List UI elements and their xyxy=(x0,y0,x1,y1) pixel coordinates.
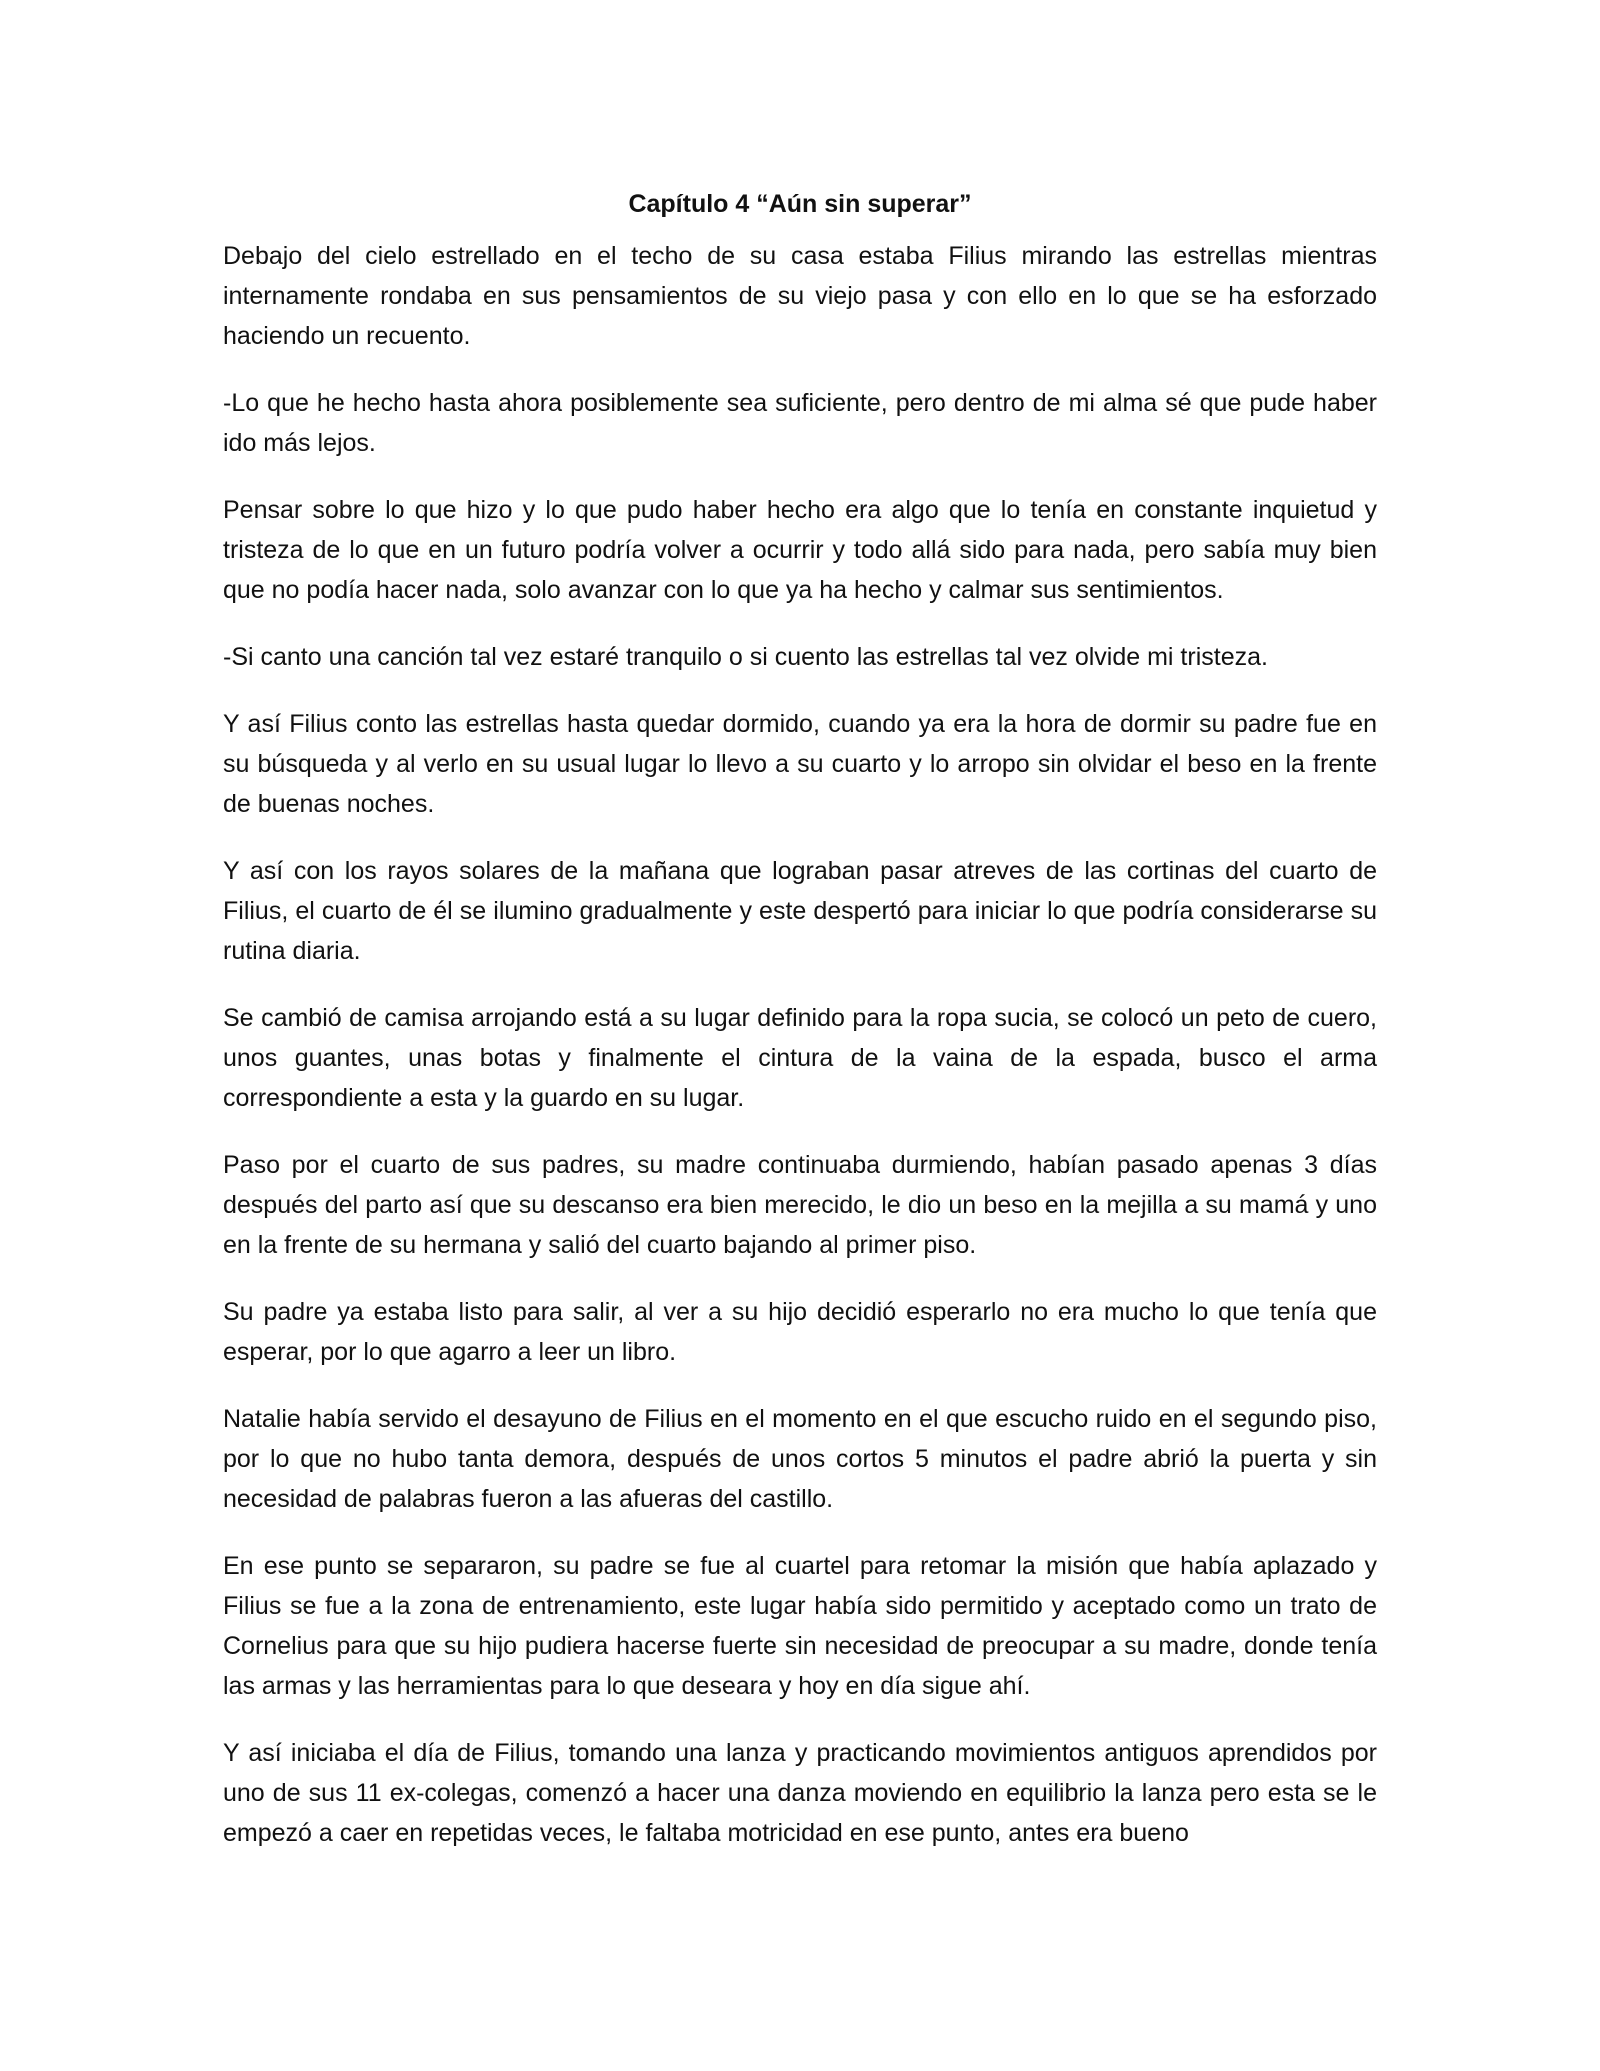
document-body xyxy=(223,186,1377,1880)
paragraph-7: Se cambió de camisa arrojando está a su lugar definido para la ropa sucia, se colocó un peto de cuero, unos guantes, unas botas y finalmente el cintura de la vaina de la espada, busco el arma correspondiente a esta y la guardo en su lugar. xyxy=(223,1004,1377,1112)
paragraph-2: -Lo que he hecho hasta ahora posiblemente sea suficiente, pero dentro de mi alma sé que pude haber ido más lejos. xyxy=(223,389,1377,457)
paragraph-5: Y así Filius conto las estrellas hasta quedar dormido, cuando ya era la hora de dormir su padre fue en su búsqueda y al verlo en su usual lugar lo llevo a su cuarto y lo arropo sin olvidar el beso en la frente de buenas noches. xyxy=(223,710,1377,818)
paragraph-6: Y así con los rayos solares de la mañana que lograban pasar atreves de las cortinas del cuarto de Filius, el cuarto de él se ilumino gradualmente y este despertó para iniciar lo que podría considerarse su rutina diaria. xyxy=(223,857,1377,965)
paragraph-9: Su padre ya estaba listo para salir, al ver a su hijo decidió esperarlo no era mucho lo que tenía que esperar, por lo que agarro a leer un libro. xyxy=(223,1298,1377,1366)
paragraph-8: Paso por el cuarto de sus padres, su madre continuaba durmiendo, habían pasado apenas 3 días después del parto así que su descanso era bien merecido, le dio un beso en la mejilla a su mamá y uno en la frente de su hermana y salió del cuarto bajando al primer piso. xyxy=(223,1151,1377,1259)
paragraph-12: Y así iniciaba el día de Filius, tomando una lanza y practicando movimientos antiguos aprendidos por uno de sus 11 ex-colegas, comenzó a hacer una danza moviendo en equilibrio la lanza pero esta se le empezó a caer en repetidas veces, le faltaba motricidad en ese punto, antes era bueno xyxy=(223,1739,1377,1847)
paragraph-3: Pensar sobre lo que hizo y lo que pudo haber hecho era algo que lo tenía en constante inquietud y tristeza de lo que en un futuro podría volver a ocurrir y todo allá sido para nada, pero sabía muy bien que no podía hacer nada, solo avanzar con lo que ya ha hecho y calmar sus sentimientos. xyxy=(223,496,1377,604)
paragraph-11: En ese punto se separaron, su padre se fue al cuartel para retomar la misión que había aplazado y Filius se fue a la zona de entrenamiento, este lugar había sido permitido y aceptado como un trato de Cornelius para que su hijo pudiera hacerse fuerte sin necesidad de preocupar a su madre, donde tenía las armas y las herramientas para lo que deseara y hoy en día sigue ahí. xyxy=(223,1552,1377,1700)
paragraph-10: Natalie había servido el desayuno de Filius en el momento en el que escucho ruido en el segundo piso, por lo que no hubo tanta demora, después de unos cortos 5 minutos el padre abrió la puerta y sin necesidad de palabras fueron a las afueras del castillo. xyxy=(223,1405,1377,1513)
paragraph-4: -Si canto una canción tal vez estaré tranquilo o si cuento las estrellas tal vez olvide mi tristeza. xyxy=(223,643,1268,671)
chapter-title: Capítulo 4 “Aún sin superar” xyxy=(628,190,972,218)
paragraph-1: Debajo del cielo estrellado en el techo de su casa estaba Filius mirando las estrellas mientras internamente rondaba en sus pensamientos de su viejo pasa y con ello en lo que se ha esforzado haciendo un recuento. xyxy=(223,242,1377,350)
